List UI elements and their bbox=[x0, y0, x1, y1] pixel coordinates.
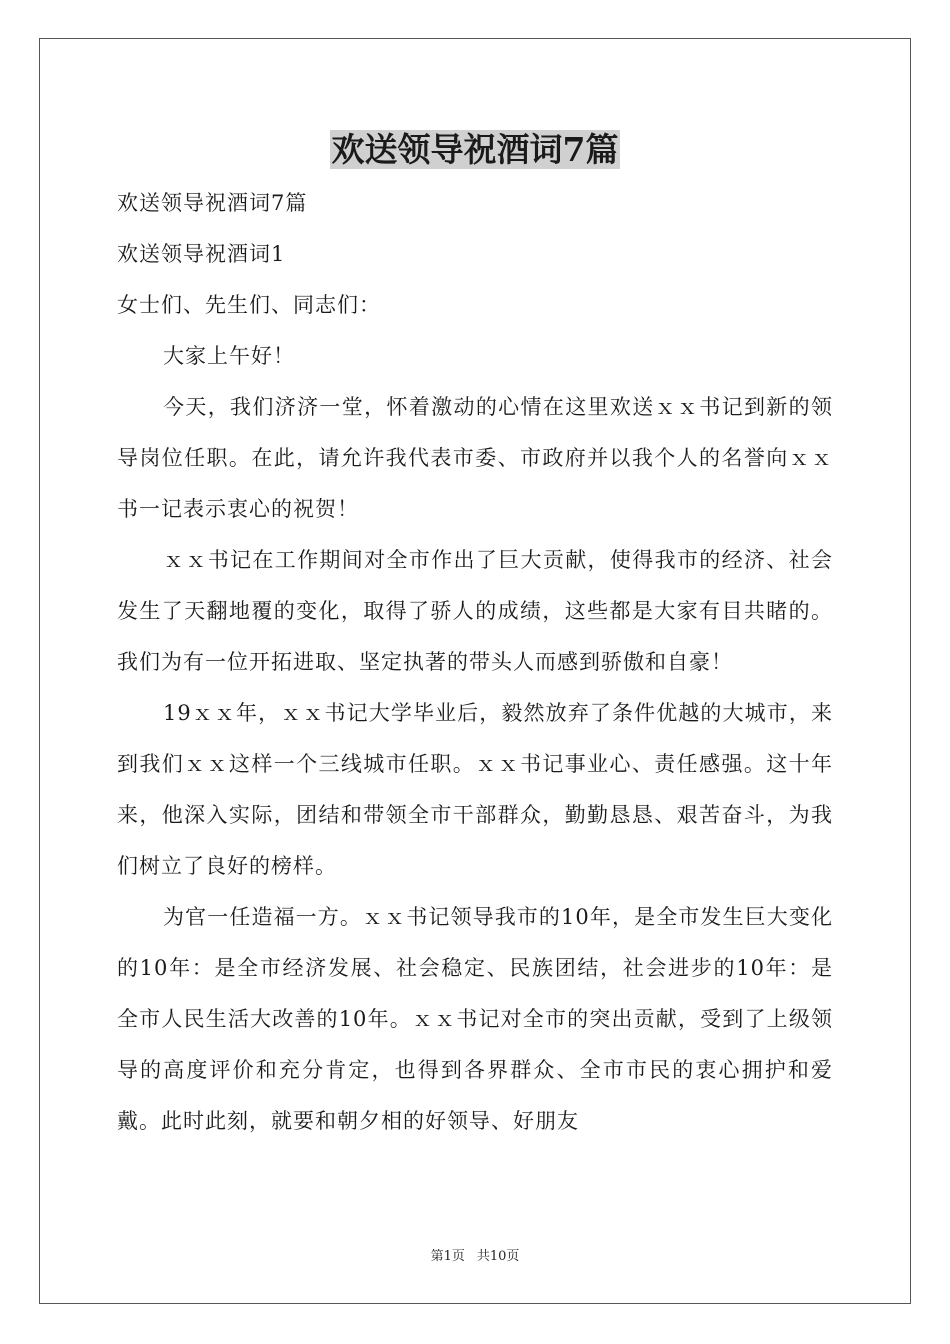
body-paragraph: 19ｘｘ年，ｘｘ书记大学毕业后，毅然放弃了条件优越的大城市，来到我们ｘｘ这样一个三线城市任职。ｘｘ书记事业心、责任感强。这十年来，他深入实际，团结和带领全市干部群众，勤勤恳恳、艰苦奋斗，为我们树立了良好的榜样。 bbox=[117, 701, 833, 878]
page-footer bbox=[0, 1248, 950, 1266]
body-paragraph: 为官一任造福一方。ｘｘ书记领导我市的10年，是全市发生巨大变化的10年：是全市经济发展、社会稳定、民族团结，社会进步的10年：是全市人民生活大改善的10年。ｘｘ书记对全市的突出贡献，受到了上级领导的高度评价和充分肯定，也得到各界群众、全市市民的衷心拥护和爱戴。此时此刻，就要和朝夕相的好领导、好朋友 bbox=[117, 905, 833, 1133]
document-title-text: 欢送领导祝酒词7篇 bbox=[331, 130, 619, 169]
body-paragraph: 今天，我们济济一堂，怀着激动的心情在这里欢送ｘｘ书记到新的领导岗位任职。在此，请允许我代表市委、市政府并以我个人的名誉向ｘｘ书一记表示衷心的祝贺！ bbox=[117, 395, 833, 521]
page-total: 共10页 bbox=[476, 1249, 520, 1264]
document-body bbox=[117, 178, 833, 1147]
body-paragraph-salutation: 女士们、先生们、同志们： bbox=[117, 293, 381, 317]
body-paragraph-greeting: 大家上午好！ bbox=[163, 344, 295, 368]
document-title bbox=[0, 128, 950, 172]
body-paragraph: ｘｘ书记在工作期间对全市作出了巨大贡献，使得我市的经济、社会发生了天翻地覆的变化，取得了骄人的成绩，这些都是大家有目共睹的。我们为有一位开拓进取、坚定执著的带头人而感到骄傲和自豪！ bbox=[117, 548, 833, 674]
body-paragraph-subheading: 欢送领导祝酒词1 bbox=[117, 242, 286, 266]
body-paragraph-heading: 欢送领导祝酒词7篇 bbox=[117, 191, 308, 215]
page-number: 第1页 bbox=[430, 1249, 465, 1264]
